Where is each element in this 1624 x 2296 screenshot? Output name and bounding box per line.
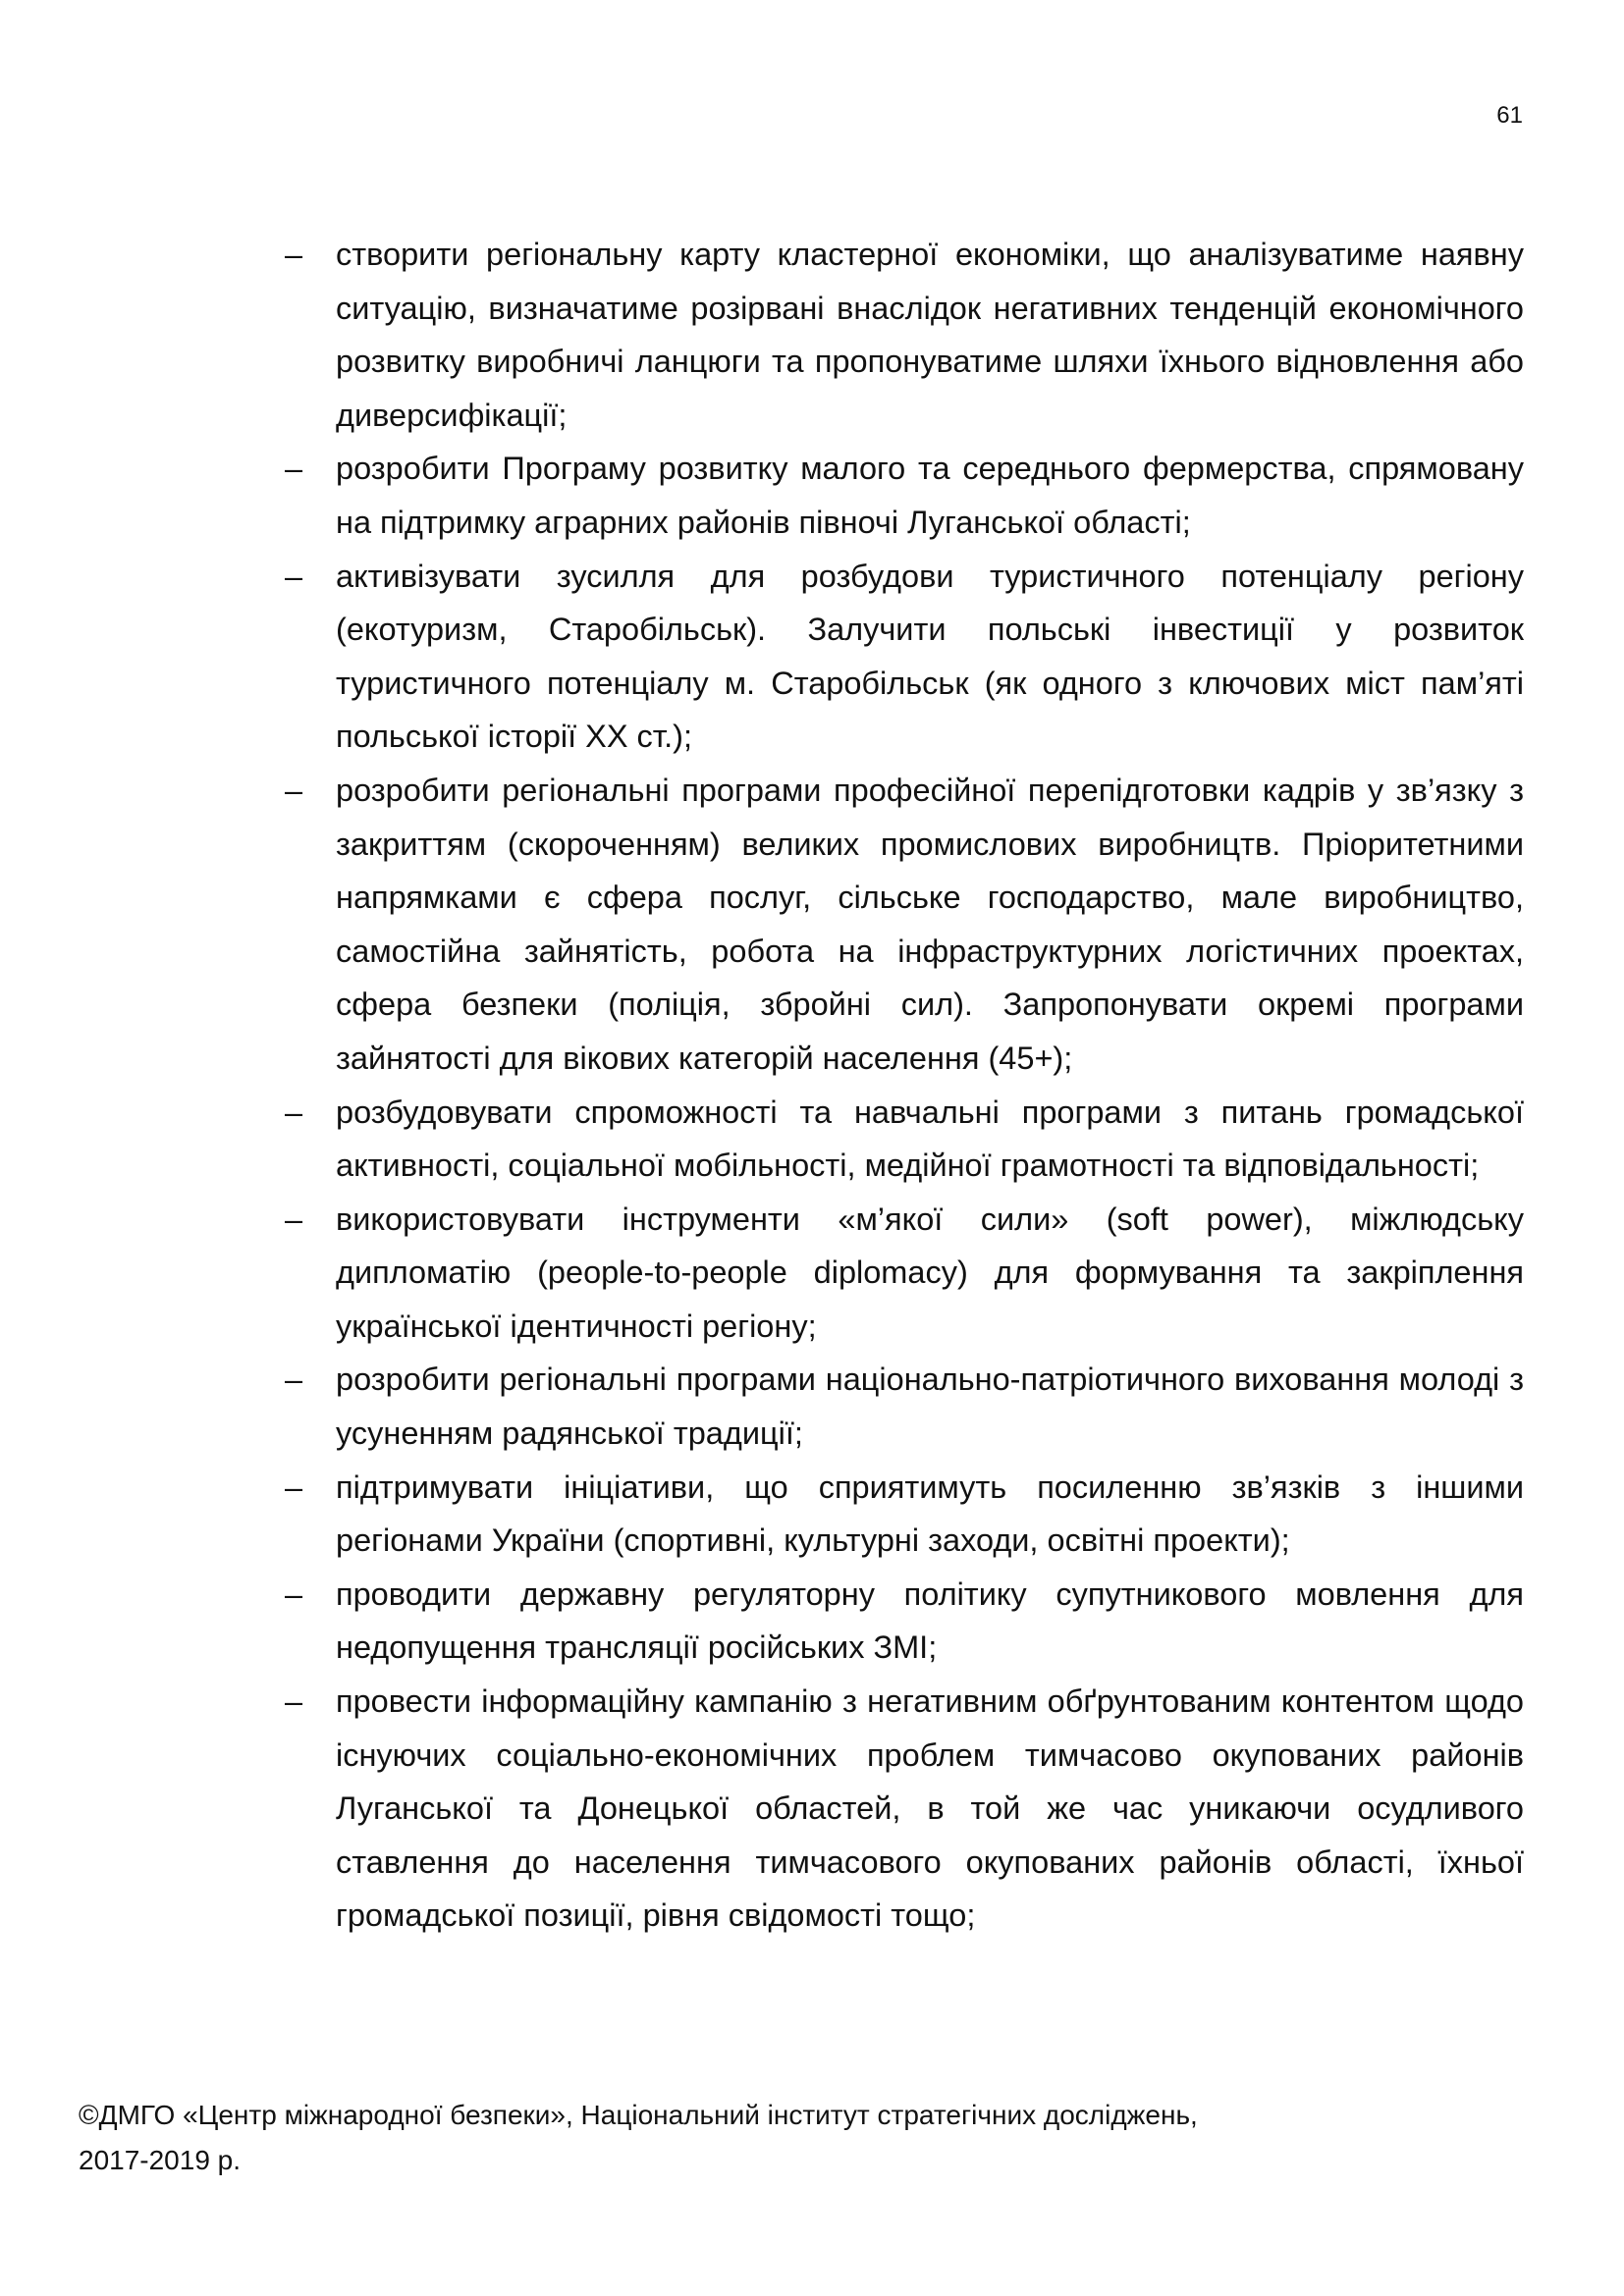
bullet-dash: – [285,1362,303,1398]
list-item-text: активізувати зусилля для розбудови туристичного потенціалу регіону (екотуризм, Старобільськ). Залучити польські інвестиції у розвиток туристичного потенціалу м. Старобільськ (як одного з ключових міст пам’яті польської історії ХХ ст.); [336,558,1524,755]
bullet-dash: – [285,1094,303,1130]
list-item-text: розбудовувати спроможності та навчальні програми з питань громадської активності, соціальної мобільності, медійної грамотності та відповідальності; [336,1094,1524,1184]
list-item-text: підтримувати ініціативи, що сприятимуть посиленню зв’язків з іншими регіонами України (спортивні, культурні заходи, освітні проекти); [336,1468,1524,1559]
bullet-dash: – [285,1683,303,1720]
list-item-text: створити регіональну карту кластерної економіки, що аналізуватиме наявну ситуацію, визначатиме розірвані внаслідок негативних тенденцій економічного розвитку виробничі ланцюги та пропонуватиме шляхи їхнього відновлення або диверсифікації; [336,237,1524,433]
list-item [285,1353,1524,1460]
bullet-dash: – [285,1201,303,1237]
main-content [285,228,1524,1943]
list-item [285,764,1524,1086]
list-item-text: використовувати інструменти «м’якої сили» (soft power), міжлюдську дипломатію (people-to-people diplomacy) для формування та закріплення української ідентичності регіону; [336,1201,1524,1344]
list-item-text: розробити регіональні програми національно-патріотичного виховання молоді з усуненням радянської традиції; [336,1362,1524,1452]
footer-copyright-line: ©ДМГО «Центр міжнародної безпеки», Національний інститут стратегічних досліджень, [79,2100,1198,2130]
list-item [285,550,1524,764]
list-item [285,1675,1524,1943]
bullet-dash: – [285,772,303,808]
list-item-text: провести інформаційну кампанію з негативним обґрунтованим контентом щодо існуючих соціально-економічних проблем тимчасово окупованих районів Луганської та Донецької областей, в той же час уникаючи осудливого ставлення до населення тимчасового окупованих районів області, їхньої громадської позиції, рівня свідомості тощо; [336,1683,1524,1934]
list-item [285,1461,1524,1568]
footer-years-line: 2017-2019 р. [79,2145,242,2175]
list-item [285,228,1524,442]
bullet-dash: – [285,451,303,487]
page-number: 61 [1496,102,1523,129]
list-item-text: розробити регіональні програми професійної перепідготовки кадрів у зв’язку з закриттям (скороченням) великих промислових виробництв. Пріоритетними напрямками є сфера послуг, сільське господарство, мале виробництво, самостійна зайнятість, робота на інфраструктурних логістичних проектах, сфера безпеки (поліція, збройні сил). Запропонувати окремі програми зайнятості для вікових категорій населення (45+); [336,772,1524,1076]
bullet-dash: – [285,1575,303,1612]
list-item [285,442,1524,549]
list-item [285,1193,1524,1354]
recommendation-list [285,228,1524,1943]
list-item-text: розробити Програму розвитку малого та середнього фермерства, спрямовану на підтримку аграрних районів півночі Луганської області; [336,451,1524,540]
bullet-dash: – [285,237,303,272]
list-item [285,1086,1524,1193]
page-footer [79,2093,1551,2183]
list-item-text: проводити державну регуляторну політику супутникового мовлення для недопущення трансляції російських ЗМІ; [336,1575,1524,1666]
list-item [285,1568,1524,1675]
bullet-dash: – [285,1468,303,1505]
bullet-dash: – [285,558,303,594]
